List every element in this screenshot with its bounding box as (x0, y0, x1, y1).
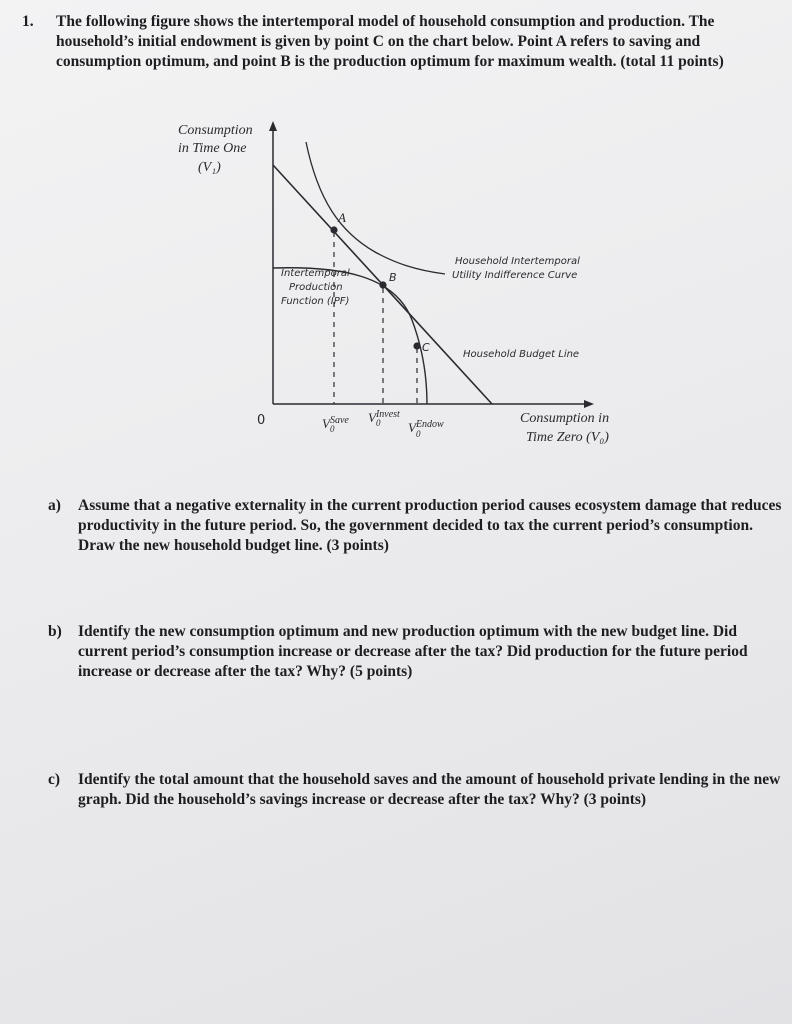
ipf-label-line-3: Function (IPF) (281, 296, 350, 307)
question-1-number: 1. (22, 13, 34, 30)
v-save-base: V (322, 416, 330, 431)
point-c (413, 342, 420, 349)
v-invest-sub: 0 (376, 418, 381, 428)
origin-label: 0 (257, 413, 266, 428)
point-c-label: C (422, 341, 430, 354)
ipf-label-line-2: Production (289, 282, 343, 293)
y-axis-label-line-2: in Time One (178, 141, 247, 156)
v-invest-sup: Invest (375, 409, 400, 420)
point-a-label: A (338, 210, 346, 225)
part-b-label: b) (48, 623, 62, 640)
ipf-label-line-1: Intertemporal (281, 268, 350, 279)
v-endow-sup: Endow (415, 419, 444, 430)
point-a (330, 226, 337, 233)
point-b-label: B (389, 271, 397, 284)
v-save-sup: Save (329, 415, 349, 426)
v-endow-base: V (408, 420, 416, 435)
indifference-label-line-2: Utility Indifference Curve (452, 270, 578, 281)
y-axis-label-line-3: (V₁) (198, 160, 221, 175)
part-c-text: Identify the total amount that the household saves and the amount of household private lending in the new graph. Did the household’s savings increase or decrease after the tax? Why? (3 points) (78, 771, 781, 808)
part-a-label: a) (48, 497, 61, 514)
x-axis-arrow (584, 400, 594, 408)
question-1-text: The following figure shows the intertemporal model of household consumption and production. The household’s initial endowment is given by point C on the chart below. Point A refers to saving and consumption optimum, and point B is the production optimum for maximum wealth. (total 11 points) (56, 13, 724, 70)
v-invest-label (368, 409, 400, 425)
v-endow-sub: 0 (416, 429, 421, 439)
indifference-curve (306, 142, 445, 274)
part-b-text: Identify the new consumption optimum and new production optimum with the new budget line. Did current period’s consumption increase or decrease after the tax? Did production for the future period increase or decrease after the tax? Why? (5 points) (78, 623, 748, 680)
x-axis-label-line-1: Consumption in (520, 411, 610, 426)
part-c-label: c) (48, 771, 61, 788)
v-invest-base: V (368, 410, 376, 425)
v-save-sub: 0 (330, 424, 335, 434)
indifference-label-line-1: Household Intertemporal (455, 256, 580, 267)
v-save-label (322, 415, 349, 431)
point-b (379, 281, 386, 288)
x-axis-label-line-2: Time Zero (V₀) (526, 430, 609, 445)
budget-line-label: Household Budget Line (463, 349, 580, 360)
part-a-text: Assume that a negative externality in the current production period causes ecosystem damage that reduces productivity in the future period. So, the government decided to tax the current period’s consumption. Draw the new household budget line. (3 points) (78, 497, 782, 554)
y-axis-arrow (269, 121, 277, 131)
y-axis-label-line-1: Consumption (178, 123, 253, 138)
intertemporal-model-figure (0, 0, 792, 480)
v-endow-label (408, 419, 444, 435)
